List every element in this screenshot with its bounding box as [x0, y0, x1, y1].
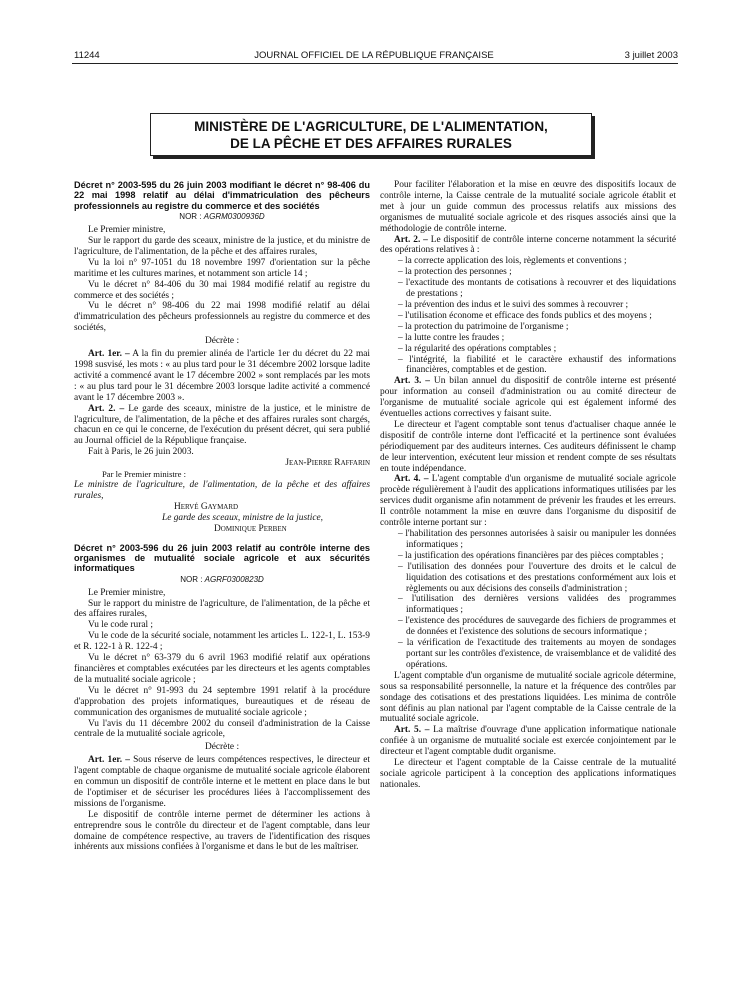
list-item: – la justification des opérations financières par des pièces comptables ; — [380, 551, 676, 562]
d2-para: Vu le code rural ; — [88, 620, 154, 631]
ministry-box — [150, 113, 592, 156]
list-item: – l'utilisation économe et efficace des fonds publics et des moyens ; — [380, 311, 676, 322]
d1-min2: Le garde des sceaux, ministre de la justice, — [162, 512, 323, 523]
d2-art1-label: Art. 1er. – — [88, 755, 130, 766]
decree1-title: Décret n° 2003-595 du 26 juin 2003 modifiant le décret n° 98-406 du 22 mai 1998 relatif au délai d'immatriculation des pêcheurs professionnels au registre du commerce et des sociétés — [74, 180, 370, 211]
d2-art5-label: Art. 5. – — [394, 725, 430, 736]
d2-art4-label: Art. 4. – — [394, 474, 429, 485]
decree2-nor-code: AGRF0300823D — [204, 574, 264, 584]
d1-par-le: Par le Premier ministre : — [102, 469, 187, 480]
list-item: – la vérification de l'exactitude des traitements au moyen de sondages portant sur les contrôles d'existence, de vraisemblance et de validité des opérations. — [380, 638, 676, 671]
decree1-nor-code: AGRM0300936D — [203, 212, 265, 222]
left-column — [74, 180, 370, 853]
d2-art5: Art. 5. – La maîtrise d'ouvrage d'une application informatique nationale confiée à un organisme de mutualité sociale est exercée conjointement par le directeur et l'agent comptable dudit organisme. — [380, 725, 676, 758]
d1-fait: Fait à Paris, le 26 juin 2003. — [88, 447, 194, 458]
d2-art4-list — [380, 529, 676, 671]
ministry-line-1: MINISTÈRE DE L'AGRICULTURE, DE L'ALIMENTATION, — [194, 119, 548, 134]
publication-date: 3 juillet 2003 — [624, 50, 678, 61]
d1-art1: Art. 1er. – A la fin du premier alinéa de l'article 1er du décret du 22 mai 1998 susvisé, les mots : « au plus tard pour le 31 décembre 2002 lorsque ladite activité a commencé avant le 17 décembre 2002 » sont remplacés par les mots : « au plus tard pour le 31 décembre 2003 lorsque ladite activité a commencé avant le 17 décembre 2003 ». — [74, 349, 370, 403]
d2-art3: Art. 3. – Un bilan annuel du dispositif de contrôle interne est présenté pour information au conseil d'administration ou au comité directeur de l'organisme de mutualité sociale agricole qui est également informé des éventuelles actions correctives y faisant suite. — [380, 376, 676, 420]
journal-title: JOURNAL OFFICIEL DE LA RÉPUBLIQUE FRANÇAISE — [254, 50, 494, 61]
list-item: – l'utilisation des dernières versions validées des programmes informatiques ; — [380, 594, 676, 616]
d2-art3-label: Art. 3. – — [394, 376, 430, 387]
list-item: – l'utilisation des données pour l'ouverture des droits et le calcul de liquidation des cotisations et des prestations conformément aux lois et règlements ou aux décisions des conseils d'administration ; — [380, 562, 676, 595]
header-rule — [72, 63, 678, 64]
d1-art1-label: Art. 1er. – — [88, 349, 130, 360]
d2-para: Le Premier ministre, — [88, 587, 166, 598]
d1-para: Sur le rapport du garde des sceaux, ministre de la justice, et du ministre de l'agriculture, de l'alimentation, de la pêche et des affaires rurales, — [74, 236, 370, 257]
d1-para: Le Premier ministre, — [88, 225, 166, 236]
d2-art2: Art. 2. – Le dispositif de contrôle interne concerne notamment la sécurité des opérations relatives à : — [380, 234, 676, 256]
d2-art4-p2: L'agent comptable d'un organisme de mutualité sociale agricole détermine, sous sa responsabilité personnelle, la nature et la fréquence des contrôles par sondage des cotisations et des prestations liquidées. Les minima de contrôle sont définis au plan national par l'agent comptable de la Caisse centrale de la mutualité sociale agricole. — [380, 670, 676, 725]
list-item: – l'existence des procédures de sauvegarde des fichiers de programmes et de données et l'existence des solutions de secours informatique ; — [380, 616, 676, 638]
d2-para: Vu le décret n° 63-379 du 6 avril 1963 modifié relatif aux opérations financières et comptables exécutées par les directeurs et les agents comptables de la mutualité sociale agricole ; — [74, 653, 370, 685]
d2-art5-p2: Le directeur et l'agent comptable de la Caisse centrale de la mutualité sociale agricole participent à la conception des applications informatiques nationales. — [380, 758, 676, 790]
d1-decrete: Décrète : — [204, 336, 240, 347]
d2-art1-p3: Pour faciliter l'élaboration et la mise en œuvre des dispositifs locaux de contrôle interne, la Caisse centrale de la mutualité sociale agricole établit et met à jour un guide commun des processus relatifs aux missions des organismes de mutualité sociale agricole et des risques associés ainsi que la méthodologie de contrôle interne. — [380, 180, 676, 234]
list-item: – la protection des personnes ; — [380, 267, 676, 278]
d1-para: Vu la loi n° 97-1051 du 18 novembre 1997 d'orientation sur la pêche maritime et les cultures marines, et notamment son article 14 ; — [74, 257, 370, 279]
d2-decrete: Décrète : — [204, 742, 240, 753]
ministry-line-2: DE LA PÊCHE ET DES AFFAIRES RURALES — [230, 136, 512, 151]
d2-para: Vu le code de la sécurité sociale, notamment les articles L. 122-1, L. 153-9 et R. 122-1 à R. 122-4 ; — [74, 631, 370, 653]
d2-art2-list — [380, 256, 676, 376]
d1-min1: Le ministre de l'agriculture, de l'alimentation, de la pêche et des affaires rurales, — [74, 479, 370, 501]
decree1-nor: NOR : AGRM0300936D — [179, 212, 265, 222]
d1-min1-name: Hervé Gaymard — [174, 501, 239, 512]
list-item: – l'exactitude des montants de cotisations à recouvrer et des liquidations de prestations ; — [380, 278, 676, 300]
list-item: – la régularité des opérations comptables ; — [380, 344, 676, 355]
list-item: – la lutte contre les fraudes ; — [380, 333, 676, 344]
d1-art2: Art. 2. – Le garde des sceaux, ministre de la justice, et le ministre de l'agriculture, de l'alimentation, de la pêche et des affaires rurales sont chargés, chacun en ce qui le concerne, de l'exécution du présent décret, qui sera publié au Journal officiel de la République française. — [74, 403, 370, 447]
d2-para: Vu l'avis du 11 décembre 2002 du conseil d'administration de la Caisse centrale de la mutualité sociale agricole, — [74, 718, 370, 740]
list-item: – la correcte application des lois, règlements et conventions ; — [380, 256, 676, 267]
list-item: – l'habilitation des personnes autorisées à saisir ou manipuler les données informatiques ; — [380, 529, 676, 551]
d2-art1: Art. 1er. – Sous réserve de leurs compétences respectives, le directeur et l'agent comptable de chaque organisme de mutualité sociale agricole élaborent en commun un dispositif de contrôle interne et le mettent en place dans le but de l'optimiser et de sécuriser les procédures liées à l'accomplissement des missions de l'organisme. — [74, 755, 371, 809]
d1-signer: Jean-Pierre Raffarin — [285, 458, 370, 469]
d2-art1-p2: Le dispositif de contrôle interne permet de déterminer les actions à entreprendre sous le contrôle du directeur et de l'agent comptable, dans leur domaine de compétence respective, au travers de l'identification des risques inhérents aux missions confiées à l'organisme et dans le but de les maîtriser. — [74, 809, 370, 853]
right-column — [380, 180, 676, 791]
list-item: – la prévention des indus et le suivi des sommes à recouvrer ; — [380, 300, 676, 311]
list-item: – la protection du patrimoine de l'organisme ; — [380, 322, 676, 333]
d2-art2-label: Art. 2. – — [394, 234, 428, 245]
d2-art4: Art. 4. – L'agent comptable d'un organisme de mutualité sociale agricole procède régulièrement à l'audit des applications informatiques utilisées par les services dudit organisme afin notamment de prévenir les fraudes et les erreurs. Il contrôle notamment la mise en œuvre dans l'organisme du dispositif de contrôle interne portant sur : — [380, 474, 677, 529]
d1-min2-name: Dominique Perben — [214, 523, 287, 534]
d1-para: Vu le décret n° 98-406 du 22 mai 1998 modifié relatif au délai d'immatriculation des pêcheurs professionnels au registre du commerce et des sociétés, — [74, 301, 370, 334]
decree2-title: Décret n° 2003-596 du 26 juin 2003 relatif au contrôle interne des organismes de mutualité sociale agricole et aux sécurités informatiques — [74, 542, 370, 574]
decree2-nor: NOR : AGRF0300823D — [180, 574, 264, 584]
list-item: – l'intégrité, la fiabilité et le caractère exhaustif des informations financières, comptables et de gestion. — [380, 355, 676, 377]
d2-para: Sur le rapport du ministre de l'agriculture, de l'alimentation, de la pêche et des affaires rurales, — [74, 598, 370, 620]
d2-para: Vu le décret n° 91-993 du 24 septembre 1991 relatif à la procédure d'approbation des projets informatiques, bureautiques et de réseau de communication des organismes de mutualité sociale agricole ; — [74, 685, 370, 718]
page-header — [0, 48, 748, 62]
page-number: 11244 — [74, 50, 100, 61]
d2-art3-p2: Le directeur et l'agent comptable sont tenus d'actualiser chaque année le dispositif de contrôle interne dont l'efficacité et la pertinence sont évaluées périodiquement par des auditeurs internes. Ces auditeurs définissent le champ de leur intervention, exécutent leur mission et rendent compte de ses résultats en toute indépendance. — [380, 419, 676, 474]
d1-art2-label: Art. 2. – — [88, 403, 125, 414]
d1-para: Vu le décret n° 84-406 du 30 mai 1984 modifié relatif au registre du commerce et des sociétés ; — [74, 279, 370, 301]
